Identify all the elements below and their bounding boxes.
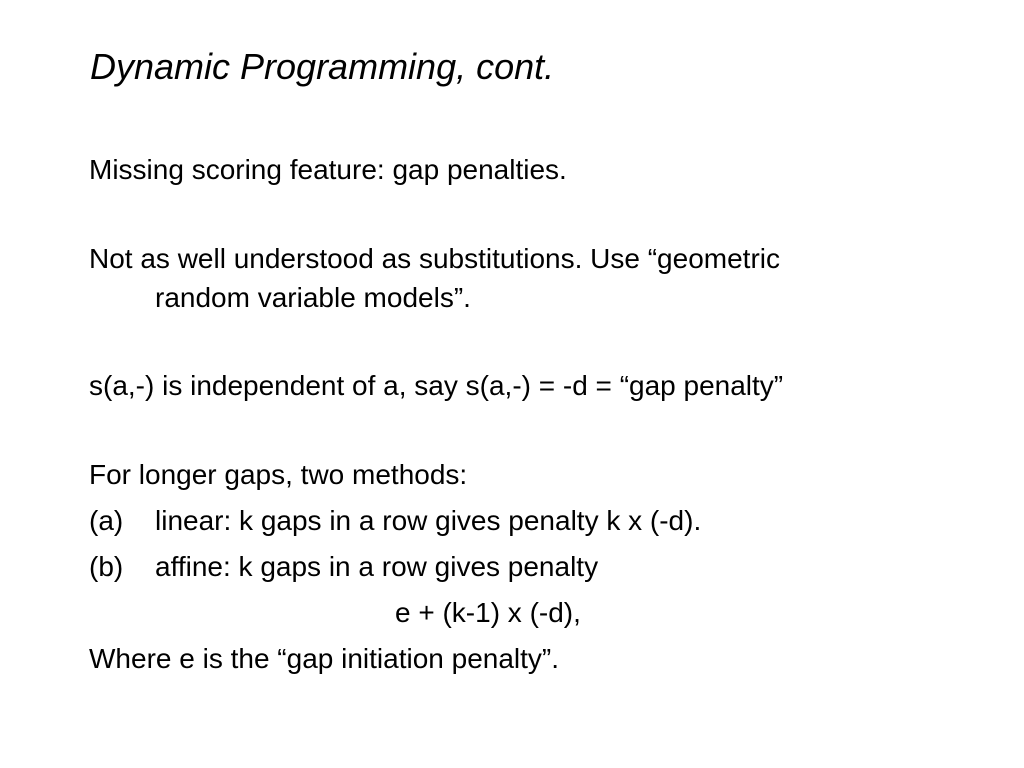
text-s-of-a-gap-penalty: s(a,-) is independent of a, say s(a,-) = -d = “gap penalty” [89,370,784,401]
text-where-e: Where e is the “gap initiation penalty”. [89,643,560,674]
affine-formula: e + (k-1) x (-d), [395,597,581,628]
list-item-b-affine: affine: k gaps in a row gives penalty [155,551,599,582]
list-label-b: (b) [89,551,124,582]
list-item-a-linear: linear: k gaps in a row gives penalty k x (-d). [155,505,702,536]
text-missing-scoring: Missing scoring feature: gap penalties. [89,154,567,185]
text-not-as-well-line-1: Not as well understood as substitutions. Use “geometric [89,243,780,274]
text-for-longer-gaps: For longer gaps, two methods: [89,459,468,490]
list-label-a: (a) [89,505,124,536]
slide-title: Dynamic Programming, cont. [90,46,555,87]
text-not-as-well-line-2: random variable models”. [155,282,471,313]
